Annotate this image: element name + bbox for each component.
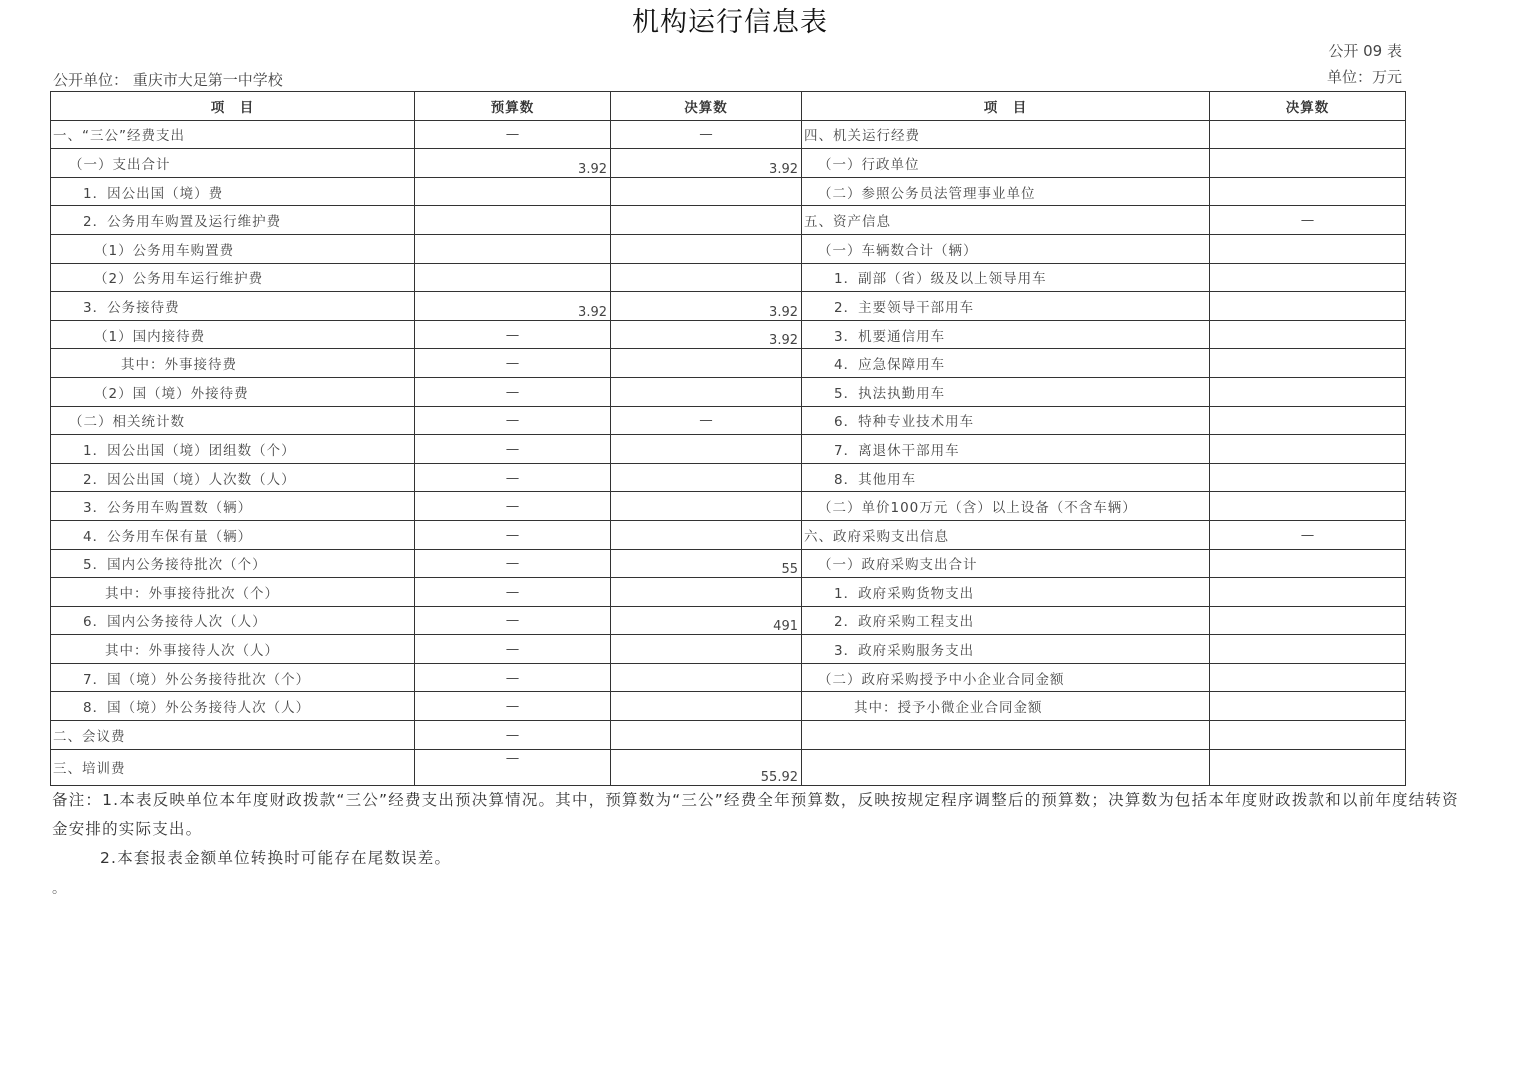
- right-final-cell: —: [1210, 520, 1406, 549]
- row-label: 5．国内公务接待批次（个）: [51, 549, 415, 578]
- table-row: [51, 492, 1406, 521]
- table-row: [51, 177, 1406, 206]
- table-row: [51, 549, 1406, 578]
- header-final: 决算数: [611, 92, 802, 121]
- right-label: [802, 721, 1210, 750]
- note-2: 2.本套报表金额单位转换时可能存在尾数误差。: [100, 849, 452, 867]
- right-final-cell: [1210, 435, 1406, 464]
- budget-cell: —: [415, 435, 611, 464]
- right-label: （二）参照公务员法管理事业单位: [802, 177, 1210, 206]
- row-label: 其中：外事接待费: [51, 349, 415, 378]
- final-cell: 491: [611, 606, 802, 635]
- row-label: 6．国内公务接待人次（人）: [51, 606, 415, 635]
- row-label: （1）公务用车购置费: [51, 234, 415, 263]
- row-label: （1）国内接待费: [51, 320, 415, 349]
- row-label: 1．因公出国（境）团组数（个）: [51, 435, 415, 464]
- table-header-row: [51, 92, 1406, 121]
- right-label: （二）政府采购授予中小企业合同金额: [802, 663, 1210, 692]
- header-budget: 预算数: [415, 92, 611, 121]
- org-label: 公开单位： 重庆市大足第一中学校: [53, 71, 283, 89]
- table-row: [51, 234, 1406, 263]
- final-cell: 55.92: [611, 749, 802, 785]
- row-label: （二）相关统计数: [51, 406, 415, 435]
- row-label: 7．国（境）外公务接待批次（个）: [51, 663, 415, 692]
- row-label: 2．公务用车购置及运行维护费: [51, 206, 415, 235]
- form-code: 公开 09 表: [1328, 42, 1402, 60]
- right-label: （二）单价100万元（含）以上设备（不含车辆）: [802, 492, 1210, 521]
- budget-cell: —: [415, 692, 611, 721]
- row-label: 8．国（境）外公务接待人次（人）: [51, 692, 415, 721]
- right-final-cell: [1210, 692, 1406, 721]
- row-label: 2．因公出国（境）人次数（人）: [51, 463, 415, 492]
- right-label: 六、政府采购支出信息: [802, 520, 1210, 549]
- row-label: （2）国（境）外接待费: [51, 377, 415, 406]
- table-row: [51, 692, 1406, 721]
- table-row: [51, 377, 1406, 406]
- budget-cell: —: [415, 606, 611, 635]
- right-label: 1．政府采购货物支出: [802, 578, 1210, 607]
- final-cell: —: [611, 120, 802, 149]
- row-label: 三、培训费: [51, 749, 415, 785]
- row-label: 3．公务用车购置数（辆）: [51, 492, 415, 521]
- right-label: 四、机关运行经费: [802, 120, 1210, 149]
- right-label: （一）行政单位: [802, 149, 1210, 178]
- budget-cell: 3.92: [415, 149, 611, 178]
- budget-cell: —: [415, 749, 611, 785]
- right-final-cell: [1210, 349, 1406, 378]
- table-row: [51, 406, 1406, 435]
- right-final-cell: [1210, 492, 1406, 521]
- right-final-cell: [1210, 292, 1406, 321]
- final-cell: 3.92: [611, 320, 802, 349]
- right-final-cell: [1210, 663, 1406, 692]
- right-label: 7．离退休干部用车: [802, 435, 1210, 464]
- budget-cell: —: [415, 377, 611, 406]
- right-final-cell: [1210, 120, 1406, 149]
- budget-cell: —: [415, 492, 611, 521]
- right-final-cell: [1210, 578, 1406, 607]
- budget-cell: —: [415, 635, 611, 664]
- table-row: [51, 435, 1406, 464]
- right-label: （一）车辆数合计（辆）: [802, 234, 1210, 263]
- table-row: [51, 120, 1406, 149]
- table-row: [51, 721, 1406, 750]
- right-final-cell: [1210, 463, 1406, 492]
- final-cell: [611, 721, 802, 750]
- right-final-cell: [1210, 149, 1406, 178]
- table-row: [51, 520, 1406, 549]
- right-label: （一）政府采购支出合计: [802, 549, 1210, 578]
- final-cell: [611, 492, 802, 521]
- table-row: [51, 320, 1406, 349]
- final-cell: —: [611, 406, 802, 435]
- budget-cell: —: [415, 520, 611, 549]
- row-label: 其中：外事接待人次（人）: [51, 635, 415, 664]
- right-label: [802, 749, 1210, 785]
- budget-cell: [415, 234, 611, 263]
- final-cell: [611, 435, 802, 464]
- table-row: [51, 149, 1406, 178]
- right-final-cell: [1210, 749, 1406, 785]
- row-label: （一）支出合计: [51, 149, 415, 178]
- header-item: 项 目: [51, 92, 415, 121]
- final-cell: 55: [611, 549, 802, 578]
- final-cell: [611, 349, 802, 378]
- final-cell: [611, 578, 802, 607]
- final-cell: [611, 520, 802, 549]
- header-item-right: 项 目: [802, 92, 1210, 121]
- right-final-cell: [1210, 549, 1406, 578]
- final-cell: [611, 377, 802, 406]
- table-row: [51, 206, 1406, 235]
- right-final-cell: [1210, 234, 1406, 263]
- final-cell: [611, 463, 802, 492]
- budget-cell: —: [415, 721, 611, 750]
- table-row: [51, 463, 1406, 492]
- budget-cell: —: [415, 349, 611, 378]
- budget-cell: —: [415, 549, 611, 578]
- row-label: 一、“三公”经费支出: [51, 120, 415, 149]
- right-label: 3．政府采购服务支出: [802, 635, 1210, 664]
- budget-cell: 3.92: [415, 292, 611, 321]
- unit-label: 单位：万元: [1326, 68, 1402, 86]
- right-label: 2．主要领导干部用车: [802, 292, 1210, 321]
- notes: [52, 786, 1462, 873]
- right-label: 1．副部（省）级及以上领导用车: [802, 263, 1210, 292]
- budget-cell: [415, 263, 611, 292]
- right-final-cell: [1210, 635, 1406, 664]
- final-cell: [611, 234, 802, 263]
- right-final-cell: [1210, 177, 1406, 206]
- page-title: 机构运行信息表: [632, 7, 828, 38]
- table-row: [51, 349, 1406, 378]
- final-cell: 3.92: [611, 292, 802, 321]
- right-label: 其中：授予小微企业合同金额: [802, 692, 1210, 721]
- row-label: 3．公务接待费: [51, 292, 415, 321]
- budget-cell: [415, 206, 611, 235]
- row-label: 4．公务用车保有量（辆）: [51, 520, 415, 549]
- right-final-cell: [1210, 377, 1406, 406]
- row-label: 其中：外事接待批次（个）: [51, 578, 415, 607]
- final-cell: [611, 206, 802, 235]
- right-label: 2．政府采购工程支出: [802, 606, 1210, 635]
- budget-cell: —: [415, 663, 611, 692]
- final-cell: [611, 692, 802, 721]
- budget-cell: —: [415, 406, 611, 435]
- final-cell: [611, 663, 802, 692]
- right-final-cell: [1210, 406, 1406, 435]
- row-label: 1．因公出国（境）费: [51, 177, 415, 206]
- budget-cell: —: [415, 578, 611, 607]
- table-row: [51, 749, 1406, 785]
- table-row: [51, 292, 1406, 321]
- budget-cell: [415, 177, 611, 206]
- final-cell: [611, 177, 802, 206]
- final-cell: 3.92: [611, 149, 802, 178]
- right-label: 8．其他用车: [802, 463, 1210, 492]
- right-final-cell: —: [1210, 206, 1406, 235]
- table-row: [51, 663, 1406, 692]
- right-label: 4．应急保障用车: [802, 349, 1210, 378]
- table-row: [51, 263, 1406, 292]
- table-row: [51, 578, 1406, 607]
- row-label: （2）公务用车运行维护费: [51, 263, 415, 292]
- right-label: 5．执法执勤用车: [802, 377, 1210, 406]
- header-final-right: 决算数: [1210, 92, 1406, 121]
- info-table: [50, 91, 1406, 786]
- right-final-cell: [1210, 263, 1406, 292]
- budget-cell: —: [415, 463, 611, 492]
- right-label: 3．机要通信用车: [802, 320, 1210, 349]
- trailing-mark: 。: [52, 881, 66, 897]
- right-final-cell: [1210, 606, 1406, 635]
- row-label: 二、会议费: [51, 721, 415, 750]
- right-final-cell: [1210, 320, 1406, 349]
- right-label: 6．特种专业技术用车: [802, 406, 1210, 435]
- final-cell: [611, 635, 802, 664]
- budget-cell: —: [415, 320, 611, 349]
- final-cell: [611, 263, 802, 292]
- table-row: [51, 606, 1406, 635]
- note-1: 备注：1.本表反映单位本年度财政拨款“三公”经费支出预决算情况。其中，预算数为“三公”经费全年预算数，反映按规定程序调整后的预算数；决算数为包括本年度财政拨款和以前年度结转资金安排的实际支出。: [52, 791, 1459, 838]
- right-final-cell: [1210, 721, 1406, 750]
- table-row: [51, 635, 1406, 664]
- budget-cell: —: [415, 120, 611, 149]
- right-label: 五、资产信息: [802, 206, 1210, 235]
